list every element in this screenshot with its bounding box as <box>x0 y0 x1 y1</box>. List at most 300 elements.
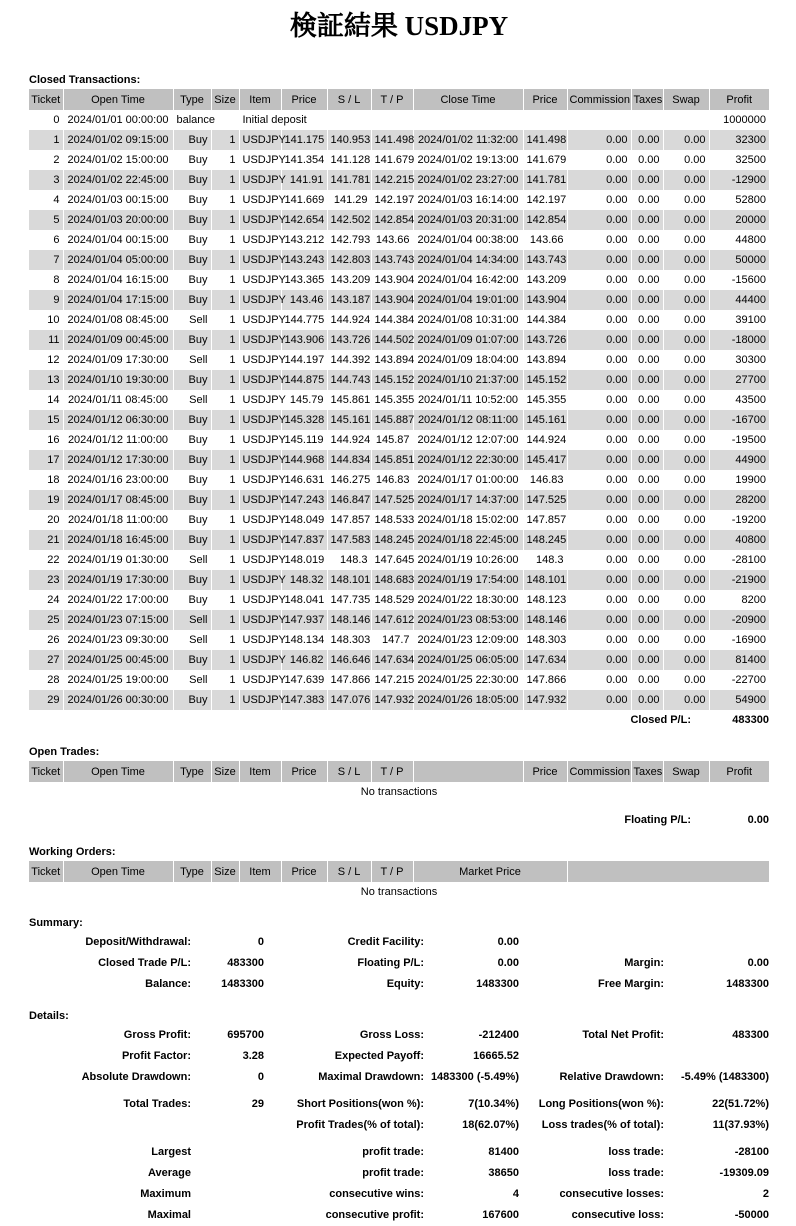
cell: 0.00 <box>631 610 663 630</box>
cell: 26 <box>29 630 63 650</box>
cell: 148.303 <box>327 630 371 650</box>
column-header: Price <box>281 761 327 782</box>
cell: 145.887 <box>371 410 413 430</box>
cell: 0.00 <box>631 250 663 270</box>
cell: balance <box>173 110 211 130</box>
stat-pair <box>519 1205 769 1226</box>
working-orders-heading: Working Orders: <box>29 846 116 858</box>
cell: Buy <box>173 170 211 190</box>
cell: 2024/01/04 16:42:00 <box>413 270 523 290</box>
cell: 1 <box>211 350 239 370</box>
cell: 11 <box>29 330 63 350</box>
cell: 142.854 <box>523 210 567 230</box>
cell: 142.197 <box>371 190 413 210</box>
stat-pair <box>264 1025 519 1046</box>
cell: 143.66 <box>371 230 413 250</box>
cell: 141.29 <box>327 190 371 210</box>
stat-value <box>191 1142 264 1163</box>
cell: 142.793 <box>327 230 371 250</box>
cell: 1 <box>211 310 239 330</box>
stat-label: consecutive losses: <box>559 1188 664 1200</box>
cell: 147.383 <box>281 690 327 710</box>
stat-pair <box>519 953 769 974</box>
cell: Buy <box>173 570 211 590</box>
page-title: 検証結果 USDJPY <box>289 11 509 41</box>
cell: 143.743 <box>523 250 567 270</box>
cell: Buy <box>173 330 211 350</box>
stat-label <box>519 932 664 953</box>
cell: 2024/01/04 17:15:00 <box>63 290 173 310</box>
cell: 146.631 <box>281 470 327 490</box>
cell: 147.639 <box>281 670 327 690</box>
stat-row <box>29 1025 769 1046</box>
cell: 0.00 <box>663 450 709 470</box>
cell: 148.101 <box>327 570 371 590</box>
column-header: Profit <box>709 89 769 110</box>
cell: 147.937 <box>281 610 327 630</box>
cell: 0.00 <box>663 270 709 290</box>
stat-pair <box>519 1046 769 1067</box>
cell: Buy <box>173 490 211 510</box>
stat-value: 16665.52 <box>473 1050 519 1062</box>
stat-row <box>29 1115 769 1136</box>
table-row <box>29 310 769 330</box>
stat-label: profit trade: <box>362 1167 424 1179</box>
cell: 2024/01/17 01:00:00 <box>413 470 523 490</box>
cell: 1 <box>211 370 239 390</box>
cell: -20900 <box>731 614 766 626</box>
column-header: Ticket <box>29 861 63 882</box>
cell: 0.00 <box>663 690 709 710</box>
cell: 141.354 <box>281 150 327 170</box>
stat-label: Loss trades(% of total): <box>541 1119 664 1131</box>
cell: USDJPY <box>239 410 281 430</box>
stat-value: 483300 <box>227 957 264 969</box>
cell: 2024/01/25 06:05:00 <box>413 650 523 670</box>
stat-label: Relative Drawdown: <box>559 1071 664 1083</box>
cell: 22 <box>29 550 63 570</box>
stat-value: 2 <box>762 1188 769 1200</box>
cell: 141.498 <box>371 130 413 150</box>
cell: -18000 <box>731 334 766 346</box>
cell: Buy <box>173 150 211 170</box>
cell: 0.00 <box>567 670 631 690</box>
stat-value: 4 <box>512 1188 519 1200</box>
stat-value: 0.00 <box>747 957 769 969</box>
cell: 2024/01/26 18:05:00 <box>413 690 523 710</box>
table-row <box>29 690 769 710</box>
table-row <box>29 430 769 450</box>
cell: USDJPY <box>239 350 281 370</box>
cell: 148.683 <box>371 570 413 590</box>
column-header: Swap <box>663 89 709 110</box>
cell: 148.123 <box>523 590 567 610</box>
column-header: T / P <box>371 861 413 882</box>
cell: 2024/01/01 00:00:00 <box>63 110 173 130</box>
cell <box>663 110 709 130</box>
details-heading: Details: <box>29 1010 69 1022</box>
cell: 0.00 <box>631 190 663 210</box>
cell: 145.119 <box>281 430 327 450</box>
cell: 0.00 <box>631 490 663 510</box>
cell: Buy <box>173 650 211 670</box>
cell: 20 <box>29 510 63 530</box>
stat-label: loss trade: <box>608 1167 664 1179</box>
cell: 7 <box>29 250 63 270</box>
cell: 140.953 <box>327 130 371 150</box>
cell: 145.161 <box>327 410 371 430</box>
cell: 0.00 <box>663 550 709 570</box>
closed-transactions-heading: Closed Transactions: <box>29 74 141 86</box>
cell: 0.00 <box>663 310 709 330</box>
cell: 142.803 <box>327 250 371 270</box>
table-row <box>29 630 769 650</box>
cell: 2024/01/03 16:14:00 <box>413 190 523 210</box>
stat-value: 7(10.34%) <box>468 1098 519 1110</box>
cell: 2024/01/09 01:07:00 <box>413 330 523 350</box>
stat-pair <box>264 1067 519 1088</box>
table-row <box>29 330 769 350</box>
cell: 145.417 <box>523 450 567 470</box>
cell: USDJPY <box>239 390 281 410</box>
cell: 1 <box>211 450 239 470</box>
table-row <box>29 150 769 170</box>
cell: -21900 <box>731 574 766 586</box>
cell: 0.00 <box>567 370 631 390</box>
cell: 0.00 <box>567 570 631 590</box>
stat-pair <box>519 1184 769 1205</box>
stat-label <box>29 1115 191 1136</box>
cell: 2024/01/08 10:31:00 <box>413 310 523 330</box>
stat-label: Expected Payoff: <box>334 1050 424 1062</box>
cell: 1 <box>211 190 239 210</box>
stat-label: Credit Facility: <box>347 936 424 948</box>
cell: 0.00 <box>663 670 709 690</box>
cell: 0.00 <box>567 210 631 230</box>
cell: USDJPY <box>239 450 281 470</box>
cell: 141.781 <box>523 170 567 190</box>
cell: 0.00 <box>631 410 663 430</box>
stat-pair <box>29 953 264 974</box>
stat-row <box>29 1184 769 1205</box>
cell: 145.152 <box>371 370 413 390</box>
stat-label: Gross Loss: <box>359 1029 424 1041</box>
cell: 144.392 <box>327 350 371 370</box>
cell: 19 <box>29 490 63 510</box>
cell: 15 <box>29 410 63 430</box>
cell: Sell <box>173 350 211 370</box>
cell: 2024/01/04 05:00:00 <box>63 250 173 270</box>
cell: 2024/01/09 18:04:00 <box>413 350 523 370</box>
table-row <box>29 530 769 550</box>
cell: 1 <box>211 510 239 530</box>
stat-pair <box>264 1205 519 1226</box>
cell: 2024/01/04 16:15:00 <box>63 270 173 290</box>
column-header: S / L <box>327 89 371 110</box>
cell: 148.101 <box>523 570 567 590</box>
column-header: Profit <box>709 761 769 782</box>
cell: 2024/01/02 23:27:00 <box>413 170 523 190</box>
cell: 146.83 <box>523 470 567 490</box>
cell: USDJPY <box>239 530 281 550</box>
cell: 0.00 <box>567 230 631 250</box>
cell: 0.00 <box>663 410 709 430</box>
cell: 147.243 <box>281 490 327 510</box>
stat-value: -28100 <box>734 1146 769 1158</box>
cell: Buy <box>173 590 211 610</box>
stat-value: 0.00 <box>497 936 519 948</box>
cell: Initial deposit <box>239 110 281 130</box>
cell: 142.197 <box>523 190 567 210</box>
table-row <box>29 250 769 270</box>
cell: 148.3 <box>327 550 371 570</box>
cell: 148.019 <box>281 550 327 570</box>
closed-pl-label: Closed P/L: <box>630 714 691 726</box>
cell: 144.775 <box>281 310 327 330</box>
cell: 2024/01/09 00:45:00 <box>63 330 173 350</box>
cell: 0.00 <box>631 690 663 710</box>
cell: USDJPY <box>239 570 281 590</box>
cell: Buy <box>173 410 211 430</box>
stat-pair <box>29 1025 264 1046</box>
cell: 1 <box>211 390 239 410</box>
cell: 0.00 <box>567 170 631 190</box>
cell: 147.634 <box>523 650 567 670</box>
cell: 0.00 <box>567 350 631 370</box>
cell: 141.669 <box>281 190 327 210</box>
stat-value: 0 <box>257 936 264 948</box>
stat-label: consecutive wins: <box>329 1188 424 1200</box>
cell: 2024/01/11 10:52:00 <box>413 390 523 410</box>
stat-label: Free Margin: <box>597 978 664 990</box>
stat-pair <box>264 1184 519 1205</box>
stat-pair <box>264 953 519 974</box>
cell: 2024/01/16 23:00:00 <box>63 470 173 490</box>
stat-pair <box>264 1046 519 1067</box>
cell: 0.00 <box>663 590 709 610</box>
table-row <box>29 190 769 210</box>
stat-pair <box>519 974 769 995</box>
cell: USDJPY <box>239 630 281 650</box>
cell: 0.00 <box>663 390 709 410</box>
cell: 143.243 <box>281 250 327 270</box>
column-header: Size <box>211 89 239 110</box>
cell: 27700 <box>735 374 766 386</box>
cell: 2024/01/04 00:15:00 <box>63 230 173 250</box>
cell: USDJPY <box>239 470 281 490</box>
cell: 148.303 <box>523 630 567 650</box>
cell: 147.634 <box>371 650 413 670</box>
column-header: Price <box>523 89 567 110</box>
cell: 142.854 <box>371 210 413 230</box>
stat-value <box>664 932 769 953</box>
cell: 1 <box>211 290 239 310</box>
cell: 147.932 <box>523 690 567 710</box>
cell: 143.46 <box>281 290 327 310</box>
cell: 0.00 <box>663 330 709 350</box>
cell: 1 <box>211 570 239 590</box>
cell: 143.906 <box>281 330 327 350</box>
cell: 1 <box>211 610 239 630</box>
cell: 147.612 <box>371 610 413 630</box>
table-row <box>29 410 769 430</box>
stat-label: Largest <box>151 1146 191 1158</box>
cell: USDJPY <box>239 130 281 150</box>
stat-pair <box>264 1115 519 1136</box>
cell: 10 <box>29 310 63 330</box>
cell: 143.209 <box>523 270 567 290</box>
cell: 2024/01/17 08:45:00 <box>63 490 173 510</box>
cell: 141.679 <box>371 150 413 170</box>
cell: 0.00 <box>631 470 663 490</box>
column-header: Item <box>239 861 281 882</box>
stat-row <box>29 1205 769 1226</box>
stat-value <box>191 1205 264 1226</box>
cell: 1 <box>211 270 239 290</box>
cell: 2024/01/03 20:00:00 <box>63 210 173 230</box>
cell: 147.837 <box>281 530 327 550</box>
cell: 32300 <box>735 134 766 146</box>
cell: 0.00 <box>631 390 663 410</box>
summary-stats <box>29 932 769 995</box>
cell: 0.00 <box>567 330 631 350</box>
cell: 0.00 <box>631 270 663 290</box>
cell: 2024/01/02 15:00:00 <box>63 150 173 170</box>
cell: 2024/01/12 12:07:00 <box>413 430 523 450</box>
stat-pair <box>264 932 519 953</box>
cell: 1 <box>211 550 239 570</box>
cell: 144.197 <box>281 350 327 370</box>
cell: 43500 <box>735 394 766 406</box>
cell: 145.851 <box>371 450 413 470</box>
cell: 2024/01/02 09:15:00 <box>63 130 173 150</box>
cell: 2024/01/12 06:30:00 <box>63 410 173 430</box>
stat-pair <box>519 1067 769 1088</box>
column-header: S / L <box>327 761 371 782</box>
cell: Buy <box>173 470 211 490</box>
column-header <box>567 861 769 882</box>
cell: USDJPY <box>239 690 281 710</box>
stat-value: 1483300 <box>476 978 519 990</box>
cell: 54900 <box>735 694 766 706</box>
details-stats <box>29 1025 769 1226</box>
cell: 0.00 <box>567 190 631 210</box>
cell: -28100 <box>731 554 766 566</box>
stat-label: Maximum <box>140 1188 191 1200</box>
cell: Buy <box>173 510 211 530</box>
table-row <box>29 290 769 310</box>
column-header: Size <box>211 861 239 882</box>
cell: 0.00 <box>631 530 663 550</box>
cell: 1 <box>211 590 239 610</box>
floating-pl-line <box>29 810 769 831</box>
stat-value: 22(51.72%) <box>712 1098 769 1110</box>
cell: 145.87 <box>371 430 413 450</box>
stat-value: 11(37.93%) <box>712 1119 769 1131</box>
cell: 0 <box>29 110 63 130</box>
cell: 141.781 <box>327 170 371 190</box>
cell: -15600 <box>731 274 766 286</box>
cell: 0.00 <box>663 510 709 530</box>
cell <box>371 110 413 130</box>
stat-pair <box>29 1115 264 1136</box>
stat-value: 1483300 <box>726 978 769 990</box>
cell: 1 <box>29 130 63 150</box>
stat-pair <box>29 1142 264 1163</box>
stat-label: consecutive loss: <box>571 1209 664 1221</box>
cell: 148.3 <box>523 550 567 570</box>
cell: 1 <box>211 630 239 650</box>
stat-label: Floating P/L: <box>357 957 424 969</box>
cell: 2024/01/18 15:02:00 <box>413 510 523 530</box>
stat-value: -19309.09 <box>719 1167 769 1179</box>
cell: 1 <box>211 150 239 170</box>
cell: USDJPY <box>239 510 281 530</box>
cell: 147.7 <box>371 630 413 650</box>
cell: -12900 <box>731 174 766 186</box>
cell: 29 <box>29 690 63 710</box>
stat-value: 18(62.07%) <box>462 1119 519 1131</box>
column-header: T / P <box>371 89 413 110</box>
cell: USDJPY <box>239 170 281 190</box>
floating-pl-label: Floating P/L: <box>624 814 691 826</box>
cell: 12 <box>29 350 63 370</box>
cell: 25 <box>29 610 63 630</box>
cell: 2024/01/08 08:45:00 <box>63 310 173 330</box>
cell: 2024/01/03 00:15:00 <box>63 190 173 210</box>
column-header: Commission <box>567 761 631 782</box>
stat-label: profit trade: <box>362 1146 424 1158</box>
cell: 0.00 <box>631 170 663 190</box>
column-header: Open Time <box>63 89 173 110</box>
table-row <box>29 610 769 630</box>
cell: USDJPY <box>239 330 281 350</box>
closed-transactions-table <box>29 89 769 710</box>
stat-value <box>191 1163 264 1184</box>
report-page <box>27 4 769 1226</box>
cell: 2024/01/10 21:37:00 <box>413 370 523 390</box>
cell: 1 <box>211 530 239 550</box>
cell: USDJPY <box>239 150 281 170</box>
cell: 144.834 <box>327 450 371 470</box>
cell: 143.726 <box>327 330 371 350</box>
cell: 1 <box>211 410 239 430</box>
cell: 143.894 <box>523 350 567 370</box>
column-header: Ticket <box>29 89 63 110</box>
stat-pair <box>519 1163 769 1184</box>
cell: 144.384 <box>523 310 567 330</box>
stat-value: 167600 <box>482 1209 519 1221</box>
cell: 2024/01/04 14:34:00 <box>413 250 523 270</box>
cell: 141.175 <box>281 130 327 150</box>
cell: 0.00 <box>663 470 709 490</box>
cell: USDJPY <box>239 370 281 390</box>
cell: Buy <box>173 210 211 230</box>
stat-pair <box>264 1163 519 1184</box>
stat-pair <box>29 1184 264 1205</box>
cell: 8200 <box>741 594 766 606</box>
cell: 145.152 <box>523 370 567 390</box>
cell: Sell <box>173 630 211 650</box>
stat-pair <box>29 1094 264 1115</box>
cell: 147.932 <box>371 690 413 710</box>
cell: 19900 <box>735 474 766 486</box>
cell: 2024/01/02 11:32:00 <box>413 130 523 150</box>
stat-pair <box>519 1115 769 1136</box>
column-header: Price <box>281 861 327 882</box>
cell: 23 <box>29 570 63 590</box>
cell: 141.91 <box>281 170 327 190</box>
